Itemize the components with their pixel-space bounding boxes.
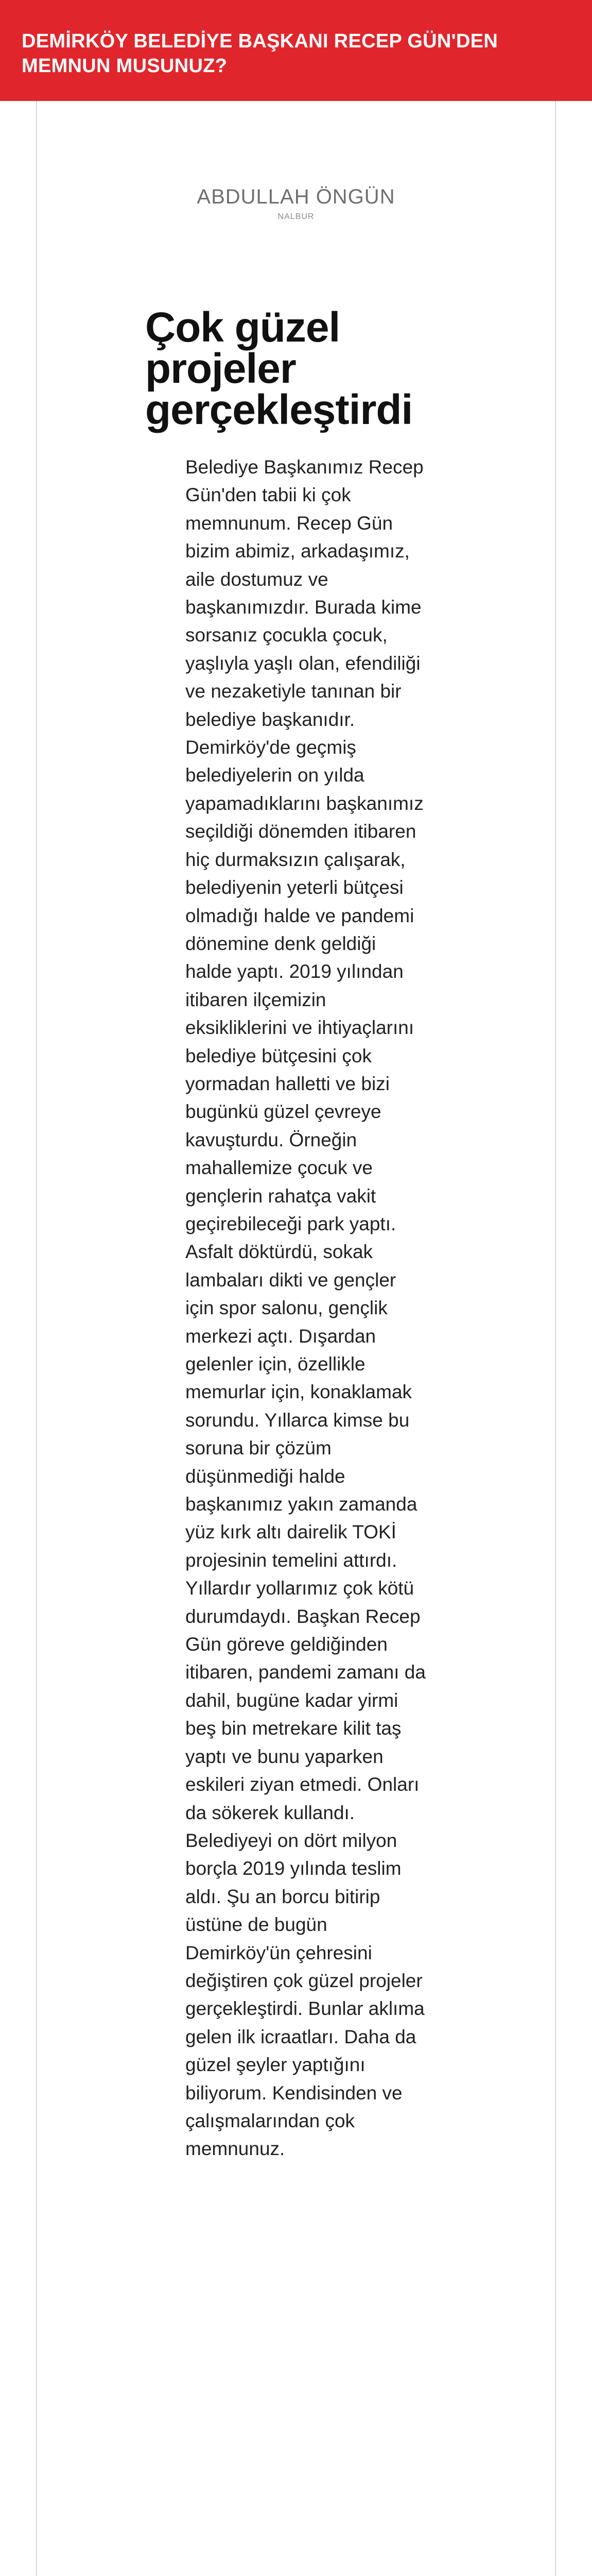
article-title: Çok güzel projeler gerçekleştirdi	[145, 304, 413, 433]
header-question-title: DEMİRKÖY BELEDİYE BAŞKANI RECEP GÜN'DEN MEMNUN MUSUNUZ?	[22, 30, 498, 77]
author-name: ABDULLAH ÖNGÜN	[197, 185, 395, 208]
header-bar	[0, 0, 592, 101]
author-role: NALBUR	[277, 212, 315, 221]
article-body: Belediye Başkanımız Recep Gün'den tabii ki çok memnunum. Recep Gün bizim abimiz, arkadaşımız, aile dostumuz ve başkanımızdır. Burada kime sorsanız çocukla çocuk, yaşlıyla yaşlı olan, efendiliği ve nezaketiyle tanınan bir belediye başkanıdır. Demirköy'de geçmiş belediyelerin on yılda yapamadıklarını başkanımız seçildiği dönemden itibaren hiç durmaksızın çalışarak, belediyenin yeterli bütçesi olmadığı halde ve pandemi dönemine denk geldiği halde yaptı. 2019 yılından itibaren ilçemizin eksikliklerini ve ihtiyaçlarını belediye bütçesini çok yormadan halletti ve bizi bugünkü güzel çevreye kavuşturdu. Örneğin mahallemize çocuk ve gençlerin rahatça vakit geçirebileceği park yaptı. Asfalt döktürdü, sokak lambaları dikti ve gençler için spor salonu, gençlik merkezi açtı. Dışardan gelenler için, özellikle memurlar için, konaklamak sorundu. Yıllarca kimse bu soruna bir çözüm düşünmediği halde başkanımız yakın zamanda yüz kırk altı dairelik TOKİ projesinin temelini attırdı. Yıllardır yollarımız çok kötü durumdaydı. Başkan Recep Gün göreve geldiğinden itibaren, pandemi zamanı da dahil, bugüne kadar yirmi beş bin metrekare kilit taş yaptı ve bunu yaparken eskileri ziyan etmedi. Onları da sökerek kullandı. Belediyeyi on dört milyon borçla 2019 yılında teslim aldı. Şu an borcu bitirip üstüne de bugün Demirköy'ün çehresini değiştiren çok güzel projeler gerçekleştirdi. Bunlar aklıma gelen ilk icraatları. Daha da güzel şeyler yaptığını biliyorum. Kendisinden ve çalışmalarından çok memnunuz.	[185, 456, 426, 2160]
